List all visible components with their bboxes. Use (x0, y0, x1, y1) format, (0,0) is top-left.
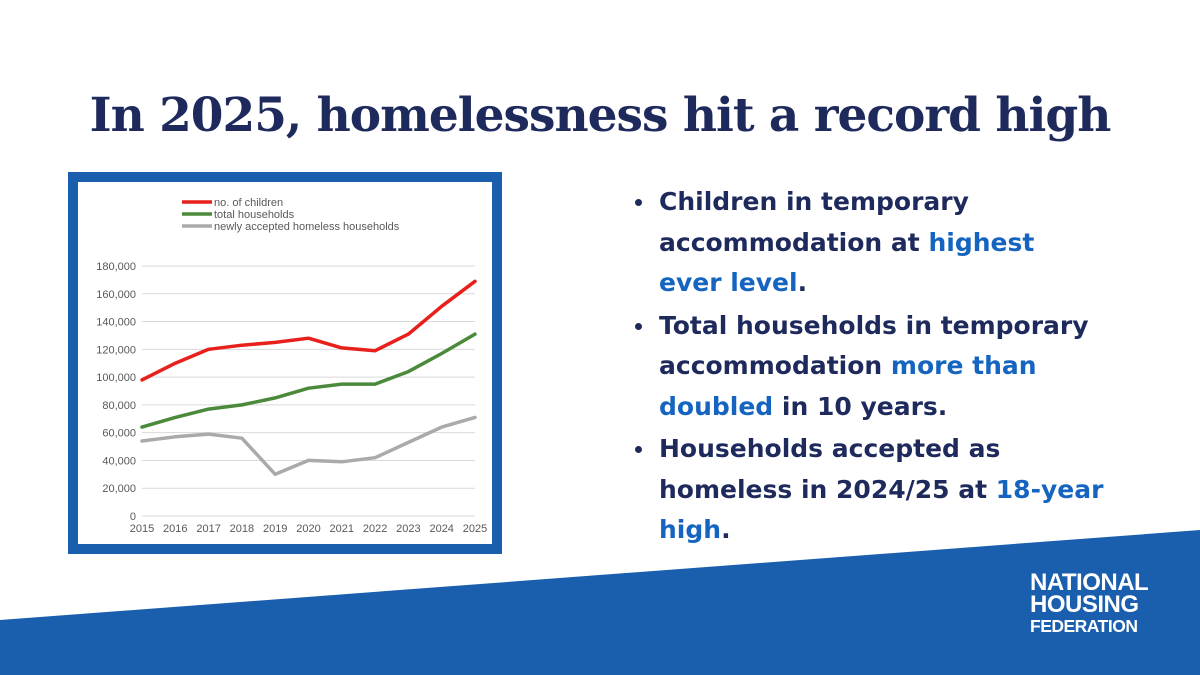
x-tick-label: 2019 (262, 523, 288, 535)
x-tick-label: 2021 (329, 523, 355, 535)
bullet-item (634, 429, 1104, 551)
series-line (142, 417, 475, 474)
legend-label: total households (214, 209, 295, 221)
y-tick-label: 20,000 (102, 483, 136, 496)
bullet-text: Children in temporary accommodation at (659, 187, 969, 257)
bullet-list (634, 182, 1104, 553)
data-point (440, 352, 443, 355)
bullet-highlight-text: more than doubled (659, 351, 1037, 421)
bullet-highlight-text: 18-year high (659, 474, 1104, 544)
bullet-text: Total households in temporary accommodation (659, 310, 1089, 380)
data-point (274, 396, 277, 399)
data-point (141, 440, 144, 443)
data-point (407, 441, 410, 444)
data-point (374, 383, 377, 386)
x-tick-label: 2022 (362, 523, 388, 535)
data-point (440, 305, 443, 308)
data-point (307, 459, 310, 462)
data-point (374, 349, 377, 352)
data-point (141, 426, 144, 429)
x-tick-label: 2023 (396, 523, 421, 535)
bullet-text: Households accepted as homeless in 2024/25 at (659, 434, 1001, 504)
x-tick-label: 2020 (296, 523, 321, 535)
y-tick-label: 160,000 (96, 288, 136, 301)
x-tick-label: 2024 (429, 523, 454, 535)
legend-label: no. of children (214, 197, 284, 209)
data-point (174, 416, 177, 419)
bullet-text: in 10 years. (773, 391, 948, 421)
y-tick-label: 60,000 (102, 427, 136, 440)
nhf-logo (1030, 569, 1178, 636)
data-point (240, 344, 243, 347)
legend-label: newly accepted homeless households (214, 221, 400, 233)
data-point (340, 460, 343, 463)
y-tick-label: 80,000 (102, 399, 136, 412)
data-point (474, 416, 477, 419)
data-point (274, 473, 277, 476)
data-point (240, 437, 243, 440)
y-tick-label: 0 (129, 511, 136, 523)
x-tick-label: 2025 (462, 523, 488, 535)
chart-frame (68, 172, 502, 554)
data-point (340, 346, 343, 349)
bullet-text: . (721, 515, 731, 544)
bullet-item (634, 182, 1104, 304)
bullet-item (634, 306, 1104, 428)
data-point (307, 337, 310, 340)
data-point (407, 333, 410, 336)
data-point (141, 378, 144, 381)
x-tick-label: 2015 (129, 523, 155, 535)
data-point (207, 348, 210, 351)
x-tick-label: 2018 (229, 523, 255, 535)
data-point (374, 456, 377, 459)
logo-line-national: NATIONAL (1030, 569, 1149, 596)
line-chart (78, 182, 492, 544)
data-point (307, 387, 310, 390)
series-line (142, 334, 475, 427)
bullet-text: . (797, 268, 808, 297)
y-tick-label: 180,000 (96, 261, 136, 273)
logo-line-federation: FEDERATION (1030, 616, 1138, 636)
x-tick-label: 2016 (163, 523, 188, 535)
y-tick-label: 140,000 (96, 316, 136, 329)
bullet-highlight-text: highest ever level (659, 227, 1035, 297)
data-point (174, 362, 177, 365)
y-tick-label: 100,000 (96, 372, 136, 385)
data-point (474, 333, 477, 336)
data-point (174, 435, 177, 438)
data-point (240, 403, 243, 406)
data-point (207, 433, 210, 436)
data-point (340, 383, 343, 386)
series-line (142, 281, 475, 380)
x-tick-label: 2017 (196, 523, 221, 535)
data-point (407, 370, 410, 373)
data-point (274, 341, 277, 344)
logo-line-housing: HOUSING (1030, 591, 1139, 618)
page-title: In 2025, homelessness hit a record high (89, 88, 1111, 143)
data-point (207, 408, 210, 411)
data-point (474, 280, 477, 283)
y-tick-label: 120,000 (96, 344, 136, 357)
y-tick-label: 40,000 (102, 455, 136, 468)
data-point (440, 426, 443, 429)
